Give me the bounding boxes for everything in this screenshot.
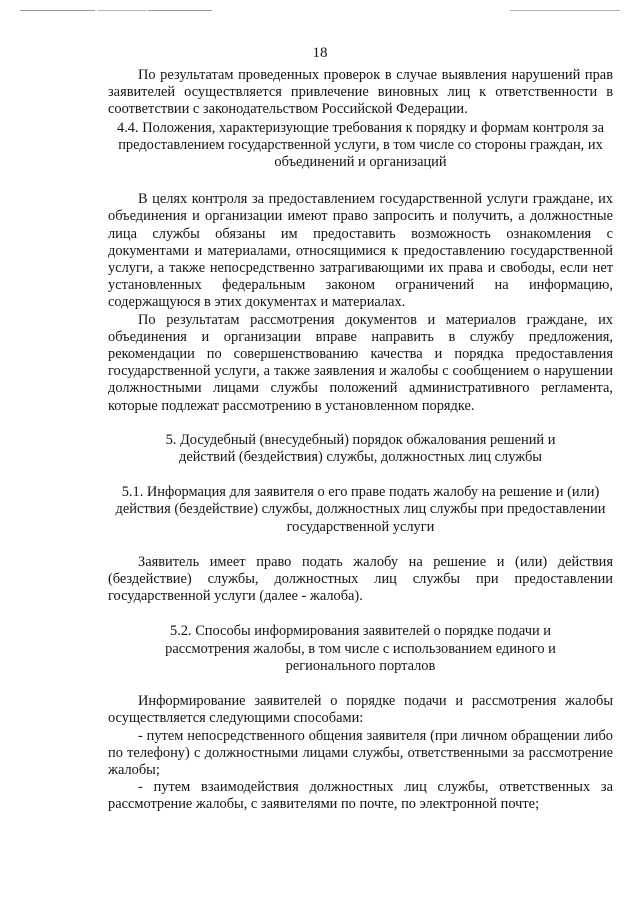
paragraph-review-results: По результатам рассмотрения документов и материалов граждане, их объединения и организации вправе направить в службу предложения, рекомендации по совершенствованию качества и порядка предоставления государственной услуги, а также заявления и жалобы с сообщением о нарушении должностными лицами службы положений административного регламента, которые подлежат рассмотрению в установленном порядке. [108,311,613,414]
section-heading-5-1: 5.1. Информация для заявителя о его праве подать жалобу на решение и (или) действия (бездействие) службы, должностных лиц службы при предоставлении государственной услуги [115,484,606,535]
list-item-mail-contact: - путем взаимодействия должностных лиц службы, ответственных за рассмотрение жалобы, с заявителями по почте, по электронной почте; [108,779,613,813]
section-heading-5-2: 5.2. Способы информирования заявителей о порядке подачи и рассмотрения жалобы, в том числе с использованием единого и регионального порталов [165,623,556,674]
paragraph-violations: По результатам проведенных проверок в случае выявления нарушений прав заявителей осуществляется привлечение виновных лиц к ответственности в соответствии с законодательством Российской Федерации. [108,67,613,118]
paragraph-control-rights: В целях контроля за предоставлением государственной услуги граждане, их объединения и организации имеют право запросить и получить, а должностные лица службы обязаны им предоставить возможность ознакомления с документами и материалами, относящимися к предоставлению государственной услуги, а также непосредственно затрагивающими их права и свободы, если нет установленных федеральным законом ограничений на информацию, содержащуюся в этих документах и материалах. [108,191,613,311]
paragraph-informing-methods: Информирование заявителей о порядке подачи и рассмотрения жалобы осуществляется следующими способами: [108,693,613,727]
scan-artifact-line [510,10,620,11]
paragraph-complaint-right: Заявитель имеет право подать жалобу на решение и (или) действия (бездействие) службы, должностных лиц службы при предоставлении государственной услуги (далее - жалоба). [108,553,613,605]
scan-artifact-line [148,10,212,11]
document-body [108,67,613,814]
section-heading-4-4: 4.4. Положения, характеризующие требования к порядку и формам контроля за предоставлением государственной услуги, в том числе со стороны граждан, их объединений и организаций [117,119,604,171]
page-number: 18 [312,45,328,61]
scan-artifact-line [20,10,95,11]
section-heading-5: 5. Досудебный (внесудебный) порядок обжалования решений и действий (бездействия) службы, должностных лиц службы [165,431,556,466]
scan-artifact-line [98,10,146,11]
list-item-direct-contact: - путем непосредственного общения заявителя (при личном обращении либо по телефону) с должностными лицами службы, ответственными за рассмотрение жалобы; [108,727,613,778]
